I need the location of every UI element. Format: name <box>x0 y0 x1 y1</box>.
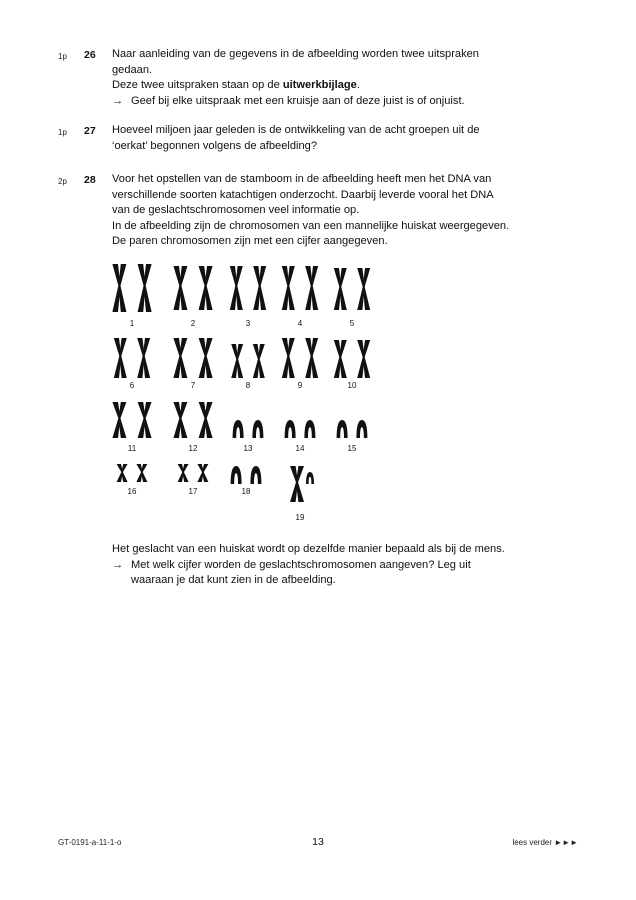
pair-label-2: 2 <box>190 319 196 328</box>
pair-label-13: 13 <box>243 444 253 453</box>
pair-label-10: 10 <box>347 381 357 390</box>
text-line: gedaan. <box>112 63 153 76</box>
text-line: ‘oerkat’ begonnen volgens de afbeelding? <box>112 139 317 152</box>
chromosome-pair-1 <box>112 264 151 312</box>
question-text <box>112 172 582 250</box>
chromosome-pair-8 <box>231 344 265 378</box>
question-number: 27 <box>84 125 96 137</box>
chromosome-pair-3 <box>230 266 266 310</box>
pair-label-11: 11 <box>127 444 137 453</box>
arrow-icon: → <box>112 558 124 571</box>
chromosome-pair-19 <box>290 466 314 502</box>
text-line: Voor het opstellen van de stamboom in de afbeelding heeft men het DNA van <box>112 173 492 185</box>
points-label: 1p <box>58 128 67 137</box>
text-line: De paren chromosomen zijn met een cijfer aangegeven. <box>112 235 388 247</box>
text-line: van de geslachtschromosomen veel informatie op. <box>112 204 360 216</box>
pair-label-18: 18 <box>241 487 251 496</box>
chromosome-pair-13 <box>233 420 264 438</box>
text-line: Deze twee uitspraken staan op de uitwerkbijlage. <box>112 79 360 91</box>
question-number: 26 <box>84 49 96 61</box>
chromosome-pair-12 <box>173 402 212 438</box>
page-number: 13 <box>312 836 324 848</box>
chromosome-pair-17 <box>178 464 209 482</box>
chromosome-pair-16 <box>117 464 148 482</box>
question-text-after-figure <box>112 542 582 589</box>
question-number: 28 <box>84 174 96 186</box>
pair-label-16: 16 <box>127 487 137 496</box>
chromosome-pair-11 <box>112 402 151 438</box>
arrow-icon: → <box>112 94 124 107</box>
chromosome-pair-7 <box>173 338 212 378</box>
pair-label-3: 3 <box>245 319 251 328</box>
chromosome-pair-4 <box>282 266 318 310</box>
pair-label-1: 1 <box>129 319 135 328</box>
points-label: 1p <box>58 52 67 61</box>
pair-label-6: 6 <box>129 381 135 390</box>
chromosome-pair-14 <box>285 420 316 438</box>
pair-label-4: 4 <box>297 319 303 328</box>
question-text <box>112 123 582 154</box>
text-line: Het geslacht van een huiskat wordt op dezelfde manier bepaald als bij de mens. <box>112 543 505 555</box>
bold-term: uitwerkbijlage <box>282 79 357 91</box>
instruction: → Met welk cijfer worden de geslachtschromosomen aangeven? Leg uit <box>112 558 582 574</box>
chromosome-pair-6 <box>114 338 150 378</box>
karyotype-figure <box>106 258 406 528</box>
footer-next: lees verder ►►► <box>512 838 578 847</box>
question-text <box>112 47 582 109</box>
footer-code: GT-0191-a-11-1-o <box>58 838 122 847</box>
pair-label-8: 8 <box>245 381 251 390</box>
text-line: Naar aanleiding van de gegevens in de afbeelding worden twee uitspraken <box>112 48 479 60</box>
pair-label-12: 12 <box>188 444 198 453</box>
chromosome-pair-5 <box>334 268 370 310</box>
points-label: 2p <box>58 177 67 186</box>
text-line: In de afbeelding zijn de chromosomen van een mannelijke huiskat weergegeven. <box>112 219 510 232</box>
pair-label-14: 14 <box>295 444 305 453</box>
instruction: → Geef bij elke uitspraak met een kruisje aan of deze juist is of onjuist. <box>112 94 582 110</box>
text-line: Hoeveel miljoen jaar geleden is de ontwikkeling van de acht groepen uit de <box>112 124 480 136</box>
chromosome-pair-10 <box>334 340 370 378</box>
chromosome-pair-15 <box>337 420 368 438</box>
pair-label-19: 19 <box>295 513 305 522</box>
chromosome-pair-18 <box>231 466 262 484</box>
text-line: verschillende soorten katachtigen onderzocht. Daarbij leverde vooral het DNA <box>112 188 494 201</box>
chromosome-pair-9 <box>282 338 318 378</box>
pair-label-17: 17 <box>188 487 198 496</box>
pair-label-5: 5 <box>349 319 355 328</box>
pair-label-15: 15 <box>347 444 357 453</box>
pair-label-7: 7 <box>190 381 196 390</box>
pair-label-9: 9 <box>297 381 303 390</box>
chromosome-pair-2 <box>173 266 212 310</box>
text-line: waaraan je dat kunt zien in de afbeelding. <box>131 574 336 586</box>
